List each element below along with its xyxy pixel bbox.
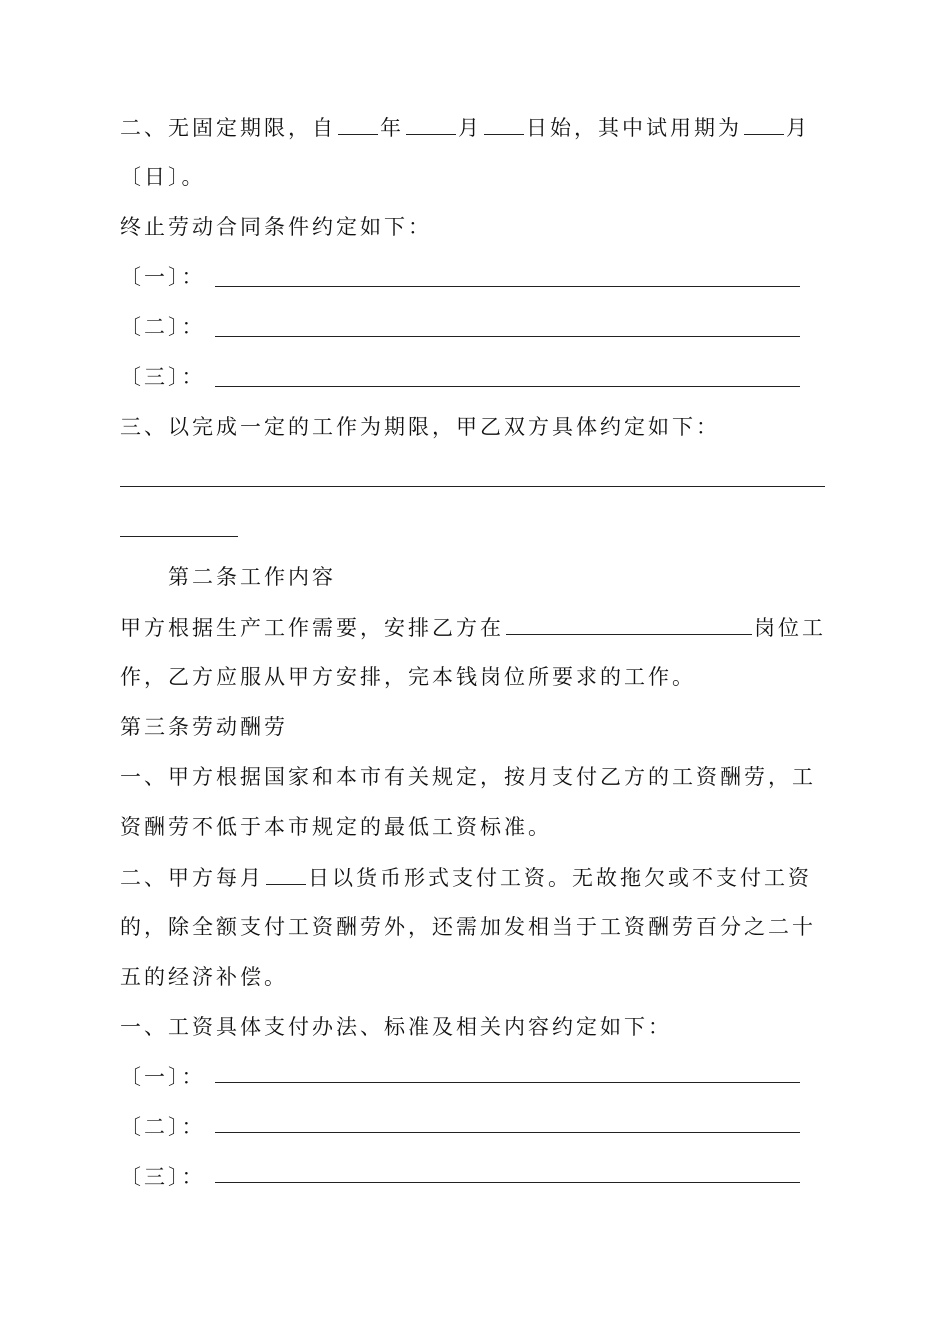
paragraph-fixed-term xyxy=(120,112,810,142)
article-2-title: 第二条工作内容 xyxy=(168,565,336,589)
text: 岗位工 xyxy=(754,616,826,640)
item-label: 〔一〕： xyxy=(120,265,206,289)
text: 日始，其中试用期为 xyxy=(526,116,742,140)
month-blank xyxy=(406,112,456,135)
list1-item-3 xyxy=(120,362,206,392)
list1-blank-3 xyxy=(215,386,800,387)
item-label: 〔二〕： xyxy=(120,1115,206,1139)
year-blank xyxy=(338,112,378,135)
list2-item-1 xyxy=(120,1062,206,1092)
termination-heading: 终止劳动合同条件约定如下： xyxy=(120,215,432,239)
day-blank xyxy=(484,112,524,135)
text: 二、甲方每月 xyxy=(120,866,264,890)
probation-blank xyxy=(744,112,784,135)
pay-day-blank xyxy=(266,862,306,885)
list1-blank-1 xyxy=(215,286,800,287)
task-blank-2 xyxy=(120,536,238,537)
item-label: 〔二〕： xyxy=(120,315,206,339)
list2-item-2 xyxy=(120,1112,206,1142)
item-label: 〔三〕： xyxy=(120,1165,206,1189)
article-3-title: 第三条劳动酬劳 xyxy=(120,715,288,739)
text: 年 xyxy=(380,116,404,140)
pay-details-heading: 一、工资具体支付办法、标准及相关内容约定如下： xyxy=(120,1015,672,1039)
item-label: 〔一〕： xyxy=(120,1065,206,1089)
list1-item-2 xyxy=(120,312,206,342)
paragraph-pay-2-end: 五的经济补偿。 xyxy=(120,965,288,989)
list1-item-1 xyxy=(120,262,206,292)
list2-item-3 xyxy=(120,1162,206,1192)
item-label: 〔三〕： xyxy=(120,365,206,389)
text: 二、无固定期限，自 xyxy=(120,116,336,140)
paragraph-pay-2-cont: 的，除全额支付工资酬劳外，还需加发相当于工资酬劳百分之二十 xyxy=(120,915,816,939)
list2-blank-1 xyxy=(215,1082,800,1083)
list2-blank-3 xyxy=(215,1182,800,1183)
text: 日以货币形式支付工资。无故拖欠或不支付工资 xyxy=(308,866,812,890)
task-blank-1 xyxy=(120,486,825,487)
list2-blank-2 xyxy=(215,1132,800,1133)
position-blank xyxy=(506,612,752,635)
text: 月 xyxy=(458,116,482,140)
paragraph-day: 〔日〕。 xyxy=(120,165,206,189)
paragraph-pay-1: 一、甲方根据国家和本市有关规定，按月支付乙方的工资酬劳，工 xyxy=(120,765,816,789)
paragraph-job xyxy=(120,612,826,642)
text: 月 xyxy=(786,116,810,140)
paragraph-job-cont: 作，乙方应服从甲方安排，完本钱岗位所要求的工作。 xyxy=(120,665,696,689)
text: 甲方根据生产工作需要，安排乙方在 xyxy=(120,616,504,640)
paragraph-pay-1-cont: 资酬劳不低于本市规定的最低工资标准。 xyxy=(120,815,552,839)
paragraph-task-term: 三、以完成一定的工作为期限，甲乙双方具体约定如下： xyxy=(120,415,720,439)
list1-blank-2 xyxy=(215,336,800,337)
paragraph-pay-2 xyxy=(120,862,812,892)
